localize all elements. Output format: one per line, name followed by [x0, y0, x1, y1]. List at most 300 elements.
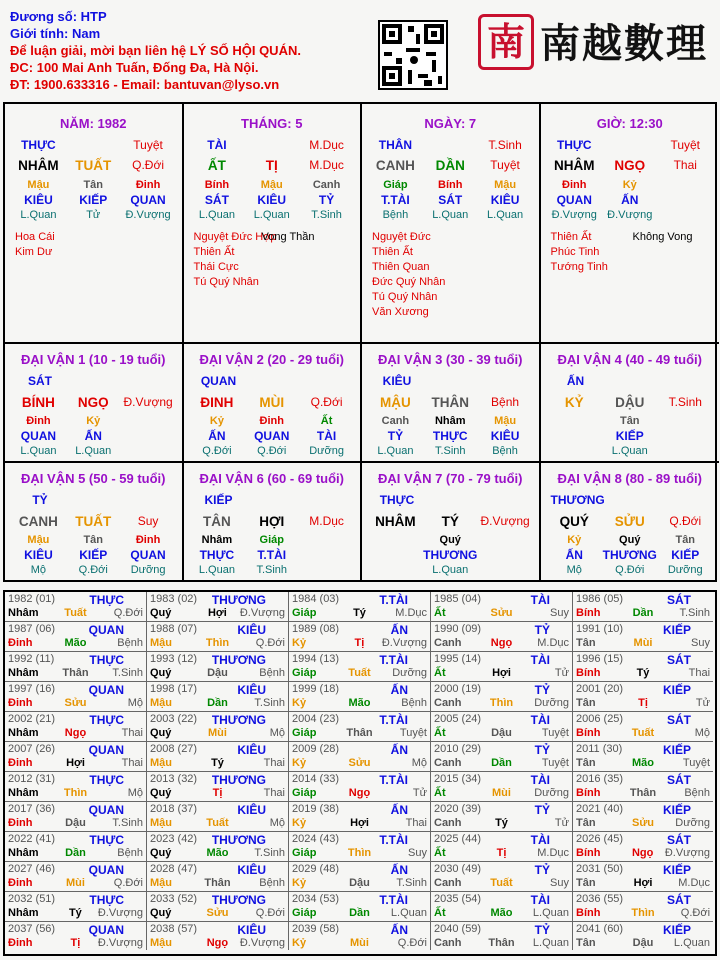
hidden-stem: Quý [619, 534, 641, 546]
year-branch: Tuất [206, 817, 229, 829]
year-stem: Giáp [292, 847, 317, 859]
stage [658, 445, 714, 457]
year-stem: Tân [576, 637, 596, 649]
year-stage: Tuyệt [682, 757, 711, 769]
year-branch: Ngọ [348, 787, 371, 799]
pillar-cell [184, 104, 363, 344]
year-label: 1989 (08) [292, 623, 340, 635]
year-pillar [434, 607, 569, 619]
year-branch: Hợi [66, 757, 85, 769]
year-label: 1994 (13) [292, 653, 340, 665]
year-label: 2040 (59) [434, 923, 482, 935]
year-cell [573, 922, 713, 950]
year-label: 2025 (44) [434, 833, 482, 845]
hidden-stem: Canh [312, 179, 341, 191]
year-branch: Dần [632, 607, 654, 619]
year-pillar [150, 937, 285, 949]
year-stem: Canh [434, 937, 462, 949]
year-stage: Đ.Vượng [664, 847, 710, 859]
heavenly-stem: NHÂM [554, 158, 595, 173]
year-cell [5, 862, 147, 892]
luck-god: THỰC [379, 493, 415, 507]
year-stem: Quý [150, 847, 172, 859]
year-branch: Ngọ [631, 847, 654, 859]
year-god: SÁT [667, 593, 691, 607]
year-pillar [292, 907, 427, 919]
pillar-cell [5, 104, 184, 344]
year-god: THỰC [89, 653, 124, 667]
star-note: Không Vong [632, 231, 693, 243]
luck-cell [362, 344, 541, 463]
year-cell [289, 652, 431, 682]
year-label: 1997 (16) [8, 683, 56, 695]
stage: L.Quan [377, 445, 414, 457]
year-stem: Ất [434, 667, 446, 679]
earthly-branch: TUẤT [75, 514, 112, 529]
year-stage: Q.Đới [113, 607, 143, 619]
hidden-god: T.TÀI [257, 548, 287, 562]
star-notes [15, 230, 55, 260]
year-pillar [8, 637, 143, 649]
year-cell [5, 592, 147, 622]
year-pillar [434, 877, 569, 889]
year-god: KIẾP [662, 743, 691, 757]
earthly-branch: DẬU [615, 395, 645, 410]
year-stem: Bính [576, 607, 601, 619]
year-cell [431, 832, 573, 862]
year-branch: Hợi [492, 667, 511, 679]
hidden-god: THƯƠNG [423, 548, 478, 562]
year-cell [289, 862, 431, 892]
year-pillar [8, 817, 143, 829]
year-god: ẤN [390, 803, 408, 817]
year-god: KIẾP [662, 803, 691, 817]
year-god: T.TÀI [379, 893, 408, 907]
star-note: Đức Quý Nhân [372, 276, 446, 288]
year-stem: Quý [150, 667, 172, 679]
year-label: 1983 (02) [150, 593, 198, 605]
luck-god: ẤN [566, 374, 585, 388]
hidden-god [299, 548, 354, 562]
star-note: Phúc Tinh [550, 246, 600, 258]
year-stem: Đinh [8, 697, 33, 709]
year-label: 1990 (09) [434, 623, 482, 635]
hidden-stem: Kỷ [86, 415, 101, 427]
year-god: QUAN [88, 743, 124, 757]
star-note: Tú Quý Nhân [193, 276, 259, 288]
stem-branch-row [11, 514, 176, 529]
year-stage: T.Sinh [254, 847, 285, 859]
stage: Dưỡng [309, 445, 344, 457]
year-god: ẤN [390, 683, 408, 697]
year-cell [431, 892, 573, 922]
year-god: THƯƠNG [211, 773, 266, 787]
hidden-god: ẤN [565, 548, 583, 562]
hidden-stems-row [368, 415, 533, 427]
pillar-heading: THÁNG: 5 [241, 116, 303, 131]
year-stage: Bệnh [259, 877, 285, 889]
year-cell [289, 592, 431, 622]
hidden-stems-row [190, 534, 355, 546]
hidden-god [478, 548, 533, 562]
year-cell [5, 802, 147, 832]
year-stem: Canh [434, 697, 462, 709]
year-stem: Ất [434, 847, 446, 859]
year-branch: Sửu [206, 907, 229, 919]
stages-row [368, 564, 533, 576]
year-god: QUAN [88, 803, 124, 817]
year-pillar [150, 877, 285, 889]
year-cell [289, 832, 431, 862]
stage [368, 564, 423, 576]
hidden-stem: Kỷ [567, 534, 582, 546]
year-stage: L.Quan [673, 937, 711, 949]
hidden-god: QUAN [130, 193, 166, 207]
year-branch: Dậu [491, 727, 512, 739]
hidden-god: QUAN [556, 193, 592, 207]
hidden-god: KIẾP [671, 548, 700, 562]
year-cell [573, 622, 713, 652]
year-pillar [292, 727, 427, 739]
hidden-stems-row [368, 534, 533, 546]
year-label: 2017 (36) [8, 803, 56, 815]
year-stage: M.Dục [537, 637, 569, 649]
hidden-god [658, 193, 714, 207]
year-label: 2015 (34) [434, 773, 482, 785]
year-stem: Tân [576, 937, 596, 949]
year-stem: Đinh [8, 757, 33, 769]
year-cell [5, 772, 147, 802]
luck-heading: ĐẠI VẬN 2 (20 - 29 tuổi) [199, 352, 344, 367]
year-cell [289, 892, 431, 922]
year-stage: Mộ [269, 817, 285, 829]
stage: Mộ [30, 564, 47, 576]
year-label: 2007 (26) [8, 743, 56, 755]
year-branch: Mão [348, 697, 371, 709]
year-stage: Đ.Vượng [97, 907, 143, 919]
year-stage: Dưỡng [534, 697, 569, 709]
year-cell [573, 652, 713, 682]
address-line: ĐC: 100 Mai Anh Tuấn, Đống Đa, Hà Nội. [10, 60, 259, 75]
year-cell [573, 682, 713, 712]
year-god: THỰC [89, 593, 124, 607]
year-stem: Canh [434, 877, 462, 889]
year-stem: Đinh [8, 937, 33, 949]
hidden-stems-row [11, 179, 176, 191]
luck-cell [541, 463, 720, 581]
year-stage: Bệnh [684, 787, 711, 799]
year-pillar [8, 757, 143, 769]
year-god: TỶ [534, 803, 550, 817]
stage: L.Quan [198, 209, 235, 221]
year-branch: Sửu [490, 607, 513, 619]
stage [478, 564, 533, 576]
year-god: KIÊU [237, 863, 266, 877]
year-god: THƯƠNG [211, 713, 266, 727]
luck-god: KIẾP [204, 493, 233, 507]
star-note: Thái Cực [193, 261, 239, 273]
year-pillar [576, 847, 710, 859]
hidden-god: QUAN [20, 429, 57, 443]
year-cell [289, 772, 431, 802]
stage: L.Quan [20, 445, 57, 457]
year-pillar [8, 697, 143, 709]
year-stem: Ất [434, 907, 446, 919]
year-branch: Dậu [65, 817, 86, 829]
star-note: Văn Xương [372, 306, 429, 318]
stage [658, 209, 714, 221]
hidden-stem [299, 534, 354, 546]
year-branch: Thìn [347, 847, 372, 859]
hidden-gods-row [11, 429, 176, 443]
luck-cell [184, 463, 363, 581]
hidden-god: KIẾP [615, 429, 644, 443]
year-label: 2001 (20) [576, 683, 624, 695]
year-branch: Thìn [489, 697, 514, 709]
year-stem: Bính [576, 847, 601, 859]
year-stem: Mậu [150, 637, 172, 649]
year-stage: Q.Đới [255, 637, 285, 649]
year-label: 2030 (49) [434, 863, 482, 875]
year-label: 1996 (15) [576, 653, 624, 665]
year-branch: Thân [629, 787, 657, 799]
stem-branch-row [368, 395, 533, 410]
year-pillar [8, 847, 143, 859]
year-cell [431, 742, 573, 772]
year-cell [431, 772, 573, 802]
year-label: 2022 (41) [8, 833, 56, 845]
year-stage: Thai [405, 817, 427, 829]
year-branch: Thân [346, 727, 373, 739]
hidden-gods-row [190, 193, 355, 207]
blank [66, 138, 121, 152]
stage [299, 564, 354, 576]
year-pillar [292, 877, 427, 889]
year-god: KIẾP [662, 623, 691, 637]
year-stem: Mậu [150, 877, 172, 889]
year-label: 2006 (25) [576, 713, 624, 725]
year-cell [147, 862, 289, 892]
year-stem: Ất [434, 727, 446, 739]
luck-heading: ĐẠI VẬN 8 (80 - 89 tuổi) [557, 471, 702, 486]
year-label: 2011 (30) [576, 743, 623, 755]
earthly-branch: SỬU [614, 514, 645, 529]
year-cell [431, 862, 573, 892]
stage: Đ.Vượng [607, 209, 653, 221]
year-pillar [292, 787, 427, 799]
year-stage: Q.Đới [113, 877, 143, 889]
year-pillar [576, 937, 710, 949]
stem-branch-row [190, 395, 355, 410]
year-stage: T.Sinh [396, 877, 427, 889]
star-notes [372, 230, 445, 320]
hidden-stem [658, 179, 714, 191]
year-pillar [8, 907, 143, 919]
stage: Q.Đới [257, 445, 287, 457]
stages-row [547, 564, 714, 576]
year-branch: Mùi [208, 727, 227, 739]
earthly-branch: NGỌ [77, 395, 109, 410]
year-pillar [434, 637, 569, 649]
year-label: 2031 (50) [576, 863, 624, 875]
year-stage: M.Dục [537, 847, 569, 859]
year-god: THỰC [89, 713, 124, 727]
stage: Bệnh [382, 209, 409, 221]
year-cell [289, 622, 431, 652]
year-label: 1988 (07) [150, 623, 198, 635]
year-branch: Thìn [63, 787, 88, 799]
year-branch: Tị [354, 637, 365, 649]
year-pillar [150, 637, 285, 649]
year-stem: Đinh [8, 877, 33, 889]
year-cell [5, 622, 147, 652]
stage: Thai [673, 158, 697, 172]
hidden-god [658, 429, 714, 443]
year-branch: Tý [211, 757, 224, 769]
stem-branch-row [11, 158, 176, 173]
pillar-cell [541, 104, 720, 344]
hidden-stems-row [11, 415, 176, 427]
hidden-stem: Quý [439, 534, 461, 546]
year-branch: Tuất [631, 727, 655, 739]
year-god: SÁT [667, 893, 691, 907]
year-stage: T.Sinh [679, 607, 711, 619]
year-label: 2026 (45) [576, 833, 624, 845]
year-stem: Kỷ [292, 817, 307, 829]
hidden-stem: Đinh [562, 179, 587, 191]
year-branch: Dậu [207, 667, 228, 679]
year-branch: Tị [638, 697, 648, 709]
year-god: T.TÀI [379, 653, 408, 667]
stages-row [547, 445, 714, 457]
year-stem: Canh [434, 817, 462, 829]
stage: T.Sinh [488, 138, 522, 152]
year-god: TÀI [530, 653, 550, 667]
year-label: 1982 (01) [8, 593, 56, 605]
year-cell [573, 712, 713, 742]
year-cell [147, 922, 289, 950]
year-stem: Tân [576, 697, 596, 709]
year-cell [147, 712, 289, 742]
pillar-top-row [547, 138, 714, 152]
year-stage: T.Sinh [112, 817, 143, 829]
hidden-stem: Mậu [27, 179, 50, 191]
stage: Q.Đới [310, 395, 343, 409]
year-god: TÀI [530, 833, 550, 847]
year-branch: Ngọ [490, 637, 513, 649]
year-pillar [8, 727, 143, 739]
year-god: TÀI [530, 713, 550, 727]
year-stem: Quý [150, 607, 172, 619]
stage: Dưỡng [667, 564, 703, 576]
stage: Q.Đới [132, 158, 164, 172]
year-god: TÀI [530, 893, 550, 907]
year-label: 1985 (04) [434, 593, 482, 605]
stage: Dưỡng [130, 564, 166, 576]
year-stage: Tuyệt [399, 727, 427, 739]
year-stage: M.Dục [395, 607, 427, 619]
year-god: SÁT [667, 653, 691, 667]
pillar-top-row [190, 138, 355, 152]
year-label: 2027 (46) [8, 863, 56, 875]
year-label: 1991 (10) [576, 623, 624, 635]
year-pillar [8, 667, 143, 679]
year-branch: Hợi [350, 817, 369, 829]
year-branch: Tý [68, 907, 82, 919]
luck-god: SÁT [28, 374, 52, 388]
year-pillar [576, 727, 710, 739]
hidden-stem [658, 415, 714, 427]
year-stem: Tân [576, 757, 596, 769]
year-branch: Dần [65, 847, 86, 859]
year-stem: Quý [150, 787, 172, 799]
hidden-god: KIÊU [24, 548, 53, 562]
year-branch: Thân [62, 667, 89, 679]
hidden-stem: Đinh [26, 415, 51, 427]
luck-cell [5, 463, 184, 581]
year-stage: Đ.Vượng [239, 607, 285, 619]
heavenly-stem: KỶ [564, 395, 584, 410]
year-god: SÁT [667, 833, 691, 847]
year-branch: Tý [495, 817, 508, 829]
stage [121, 445, 176, 457]
year-label: 2008 (27) [150, 743, 198, 755]
stage [547, 445, 603, 457]
year-stem: Canh [434, 757, 462, 769]
earthly-branch: THÂN [431, 395, 469, 410]
year-branch: Tị [496, 847, 507, 859]
year-pillar [292, 697, 427, 709]
year-cell [147, 652, 289, 682]
year-stage: Mộ [411, 757, 427, 769]
year-stem: Nhâm [8, 847, 39, 859]
luck-god: THƯƠNG [550, 493, 605, 507]
year-stage: Thai [263, 787, 285, 799]
year-stem: Canh [434, 637, 462, 649]
hidden-stem: Canh [381, 415, 410, 427]
luck-heading: ĐẠI VẬN 4 (40 - 49 tuổi) [557, 352, 702, 367]
year-branch: Tý [353, 607, 366, 619]
year-stage: M.Dục [678, 877, 711, 889]
year-stem: Giáp [292, 907, 317, 919]
earthly-branch: MÙI [259, 395, 285, 410]
year-branch: Tị [70, 937, 81, 949]
luck-cell [362, 463, 541, 581]
heavenly-stem: NHÂM [18, 158, 59, 173]
hidden-stems-row [547, 179, 714, 191]
year-god: THƯƠNG [211, 653, 266, 667]
stages-row [190, 209, 355, 221]
year-stem: Giáp [292, 607, 317, 619]
stage: L.Quan [432, 209, 469, 221]
year-branch: Dần [207, 697, 228, 709]
year-stem: Quý [150, 727, 172, 739]
heavenly-stem: TÂN [203, 514, 231, 529]
year-cell [5, 712, 147, 742]
year-cell [5, 922, 147, 950]
heavenly-stem: CANH [375, 158, 415, 173]
year-stage: Đ.Vượng [381, 637, 427, 649]
year-stage: L.Quan [390, 907, 427, 919]
year-label: 2034 (53) [292, 893, 340, 905]
hidden-stem [478, 534, 533, 546]
year-god: THỰC [89, 773, 124, 787]
year-stage: Dưỡng [675, 817, 711, 829]
star-notes [551, 230, 608, 275]
year-cell [147, 592, 289, 622]
hidden-god [547, 429, 603, 443]
heavenly-stem: NHÂM [375, 514, 416, 529]
